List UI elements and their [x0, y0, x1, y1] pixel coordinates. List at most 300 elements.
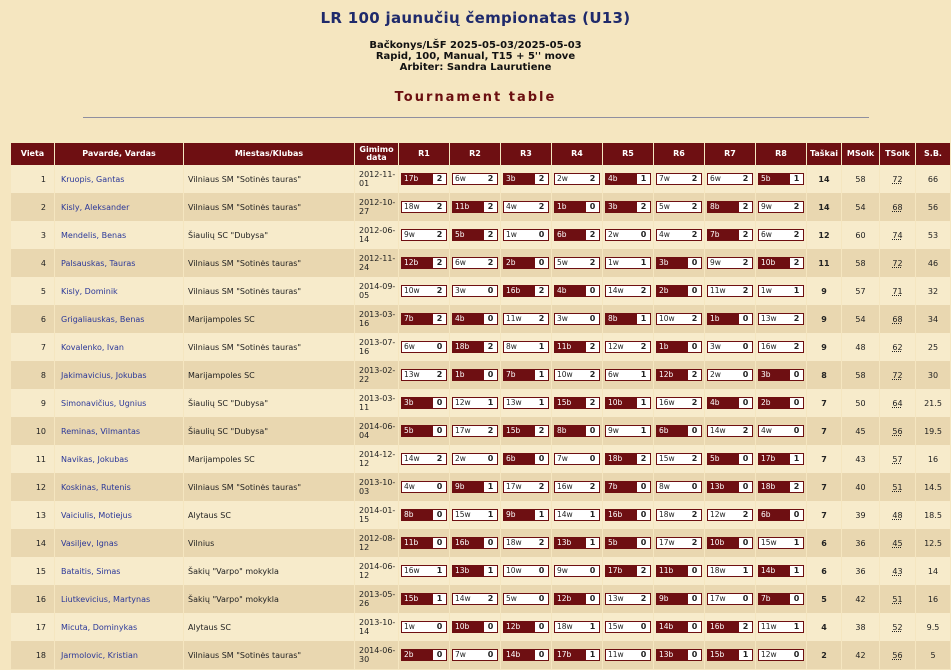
tsolk-value[interactable]: 56 [892, 650, 903, 660]
round-result[interactable] [758, 537, 804, 549]
round-score: 0 [637, 538, 650, 548]
round-score: 0 [790, 398, 803, 408]
round-result[interactable] [554, 397, 600, 409]
sb-cell: 18.5 [916, 501, 950, 529]
round-result[interactable] [554, 453, 600, 465]
round-result[interactable] [554, 229, 600, 241]
tsolk-cell [880, 305, 915, 333]
round-result[interactable] [401, 201, 447, 213]
player-name-link[interactable]: Kruopis, Gantas [55, 165, 183, 193]
round-result[interactable] [758, 425, 804, 437]
round-result[interactable] [554, 313, 600, 325]
round-result[interactable] [656, 621, 702, 633]
round-result[interactable] [554, 537, 600, 549]
round-8-cell [756, 529, 806, 557]
round-result[interactable] [503, 621, 549, 633]
tsolk-value[interactable]: 57 [892, 454, 903, 464]
tsolk-value[interactable]: 64 [892, 398, 903, 408]
player-name-link[interactable]: Kisly, Aleksander [55, 193, 183, 221]
round-result[interactable] [503, 201, 549, 213]
round-score: 1 [739, 566, 752, 576]
round-result[interactable] [452, 341, 498, 353]
round-score: 2 [535, 482, 548, 492]
opponent-number: 5b [606, 538, 637, 548]
round-4-cell [552, 333, 602, 361]
round-result[interactable] [758, 621, 804, 633]
round-result[interactable] [656, 593, 702, 605]
round-8-cell [756, 445, 806, 473]
round-result[interactable] [503, 369, 549, 381]
col-header-points[interactable]: Taškai [807, 143, 841, 165]
player-name-link[interactable]: Kisly, Dominik [55, 277, 183, 305]
player-name-link[interactable]: Jarmolovic, Kristian [55, 641, 183, 669]
club-cell: Marijampoles SC [184, 361, 354, 389]
round-result[interactable] [503, 537, 549, 549]
col-header-r8[interactable]: R8 [756, 143, 806, 165]
round-result[interactable] [605, 509, 651, 521]
table-row [11, 557, 950, 585]
round-score: 2 [433, 370, 446, 380]
tsolk-value[interactable]: 72 [892, 174, 903, 184]
round-result[interactable] [605, 369, 651, 381]
tsolk-value[interactable]: 71 [892, 286, 903, 296]
round-1-cell [399, 501, 449, 529]
player-name-link[interactable]: Mendelis, Benas [55, 221, 183, 249]
round-result[interactable] [452, 285, 498, 297]
round-score: 2 [586, 230, 599, 240]
player-name-link[interactable]: Simonavičius, Ugnius [55, 389, 183, 417]
round-result[interactable] [503, 425, 549, 437]
opponent-number: 11b [453, 202, 484, 212]
round-score: 0 [790, 426, 803, 436]
msolk-cell: 60 [842, 221, 879, 249]
round-result[interactable] [707, 285, 753, 297]
round-result[interactable] [452, 173, 498, 185]
round-result[interactable] [452, 397, 498, 409]
tsolk-value[interactable]: 56 [892, 426, 903, 436]
col-header-club[interactable]: Miestas/Klubas [184, 143, 354, 165]
round-score: 2 [739, 174, 752, 184]
round-result[interactable] [605, 397, 651, 409]
player-name-link[interactable]: Bataitis, Simas [55, 557, 183, 585]
round-result[interactable] [452, 509, 498, 521]
round-result[interactable] [452, 565, 498, 577]
round-1-cell [399, 641, 449, 669]
round-6-cell [654, 417, 704, 445]
round-result[interactable] [758, 313, 804, 325]
round-result[interactable] [554, 341, 600, 353]
opponent-number: 13b [657, 650, 688, 660]
round-result[interactable] [656, 453, 702, 465]
round-result[interactable] [401, 509, 447, 521]
round-result[interactable] [758, 369, 804, 381]
club-cell: Šiaulių SC "Dubysa" [184, 389, 354, 417]
round-result[interactable] [656, 369, 702, 381]
round-result[interactable] [452, 649, 498, 661]
points-cell: 9 [807, 333, 841, 361]
round-result[interactable] [452, 425, 498, 437]
opponent-number: 14b [657, 622, 688, 632]
round-result[interactable] [605, 565, 651, 577]
round-result[interactable] [554, 173, 600, 185]
opponent-number: 14w [708, 426, 739, 436]
round-result[interactable] [401, 425, 447, 437]
round-result[interactable] [452, 257, 498, 269]
round-result[interactable] [656, 257, 702, 269]
round-4-cell [552, 417, 602, 445]
round-score: 0 [484, 286, 497, 296]
player-name-link[interactable]: Palsauskas, Tauras [55, 249, 183, 277]
sb-cell: 21.5 [916, 389, 950, 417]
col-header-r6[interactable]: R6 [654, 143, 704, 165]
opponent-number: 12w [453, 398, 484, 408]
round-result[interactable] [401, 369, 447, 381]
round-result[interactable] [707, 425, 753, 437]
round-score: 0 [739, 370, 752, 380]
round-result[interactable] [503, 313, 549, 325]
birth-date-cell: 2014-12-12 [355, 445, 398, 473]
round-result[interactable] [605, 593, 651, 605]
col-header-sb[interactable]: S.B. [916, 143, 950, 165]
table-row [11, 333, 950, 361]
tsolk-value[interactable]: 68 [892, 314, 903, 324]
points-cell: 7 [807, 445, 841, 473]
tsolk-value[interactable]: 68 [892, 202, 903, 212]
round-result[interactable] [503, 453, 549, 465]
round-result[interactable] [503, 593, 549, 605]
round-result[interactable] [707, 481, 753, 493]
round-result[interactable] [401, 649, 447, 661]
round-result[interactable] [503, 481, 549, 493]
round-result[interactable] [605, 537, 651, 549]
round-result[interactable] [758, 341, 804, 353]
col-header-name[interactable]: Pavardė, Vardas [55, 143, 183, 165]
round-result[interactable] [503, 565, 549, 577]
round-result[interactable] [554, 369, 600, 381]
round-result[interactable] [554, 285, 600, 297]
round-result[interactable] [554, 649, 600, 661]
round-score: 0 [688, 622, 701, 632]
round-score: 1 [433, 566, 446, 576]
round-result[interactable] [503, 229, 549, 241]
round-result[interactable] [758, 565, 804, 577]
round-result[interactable] [554, 201, 600, 213]
tsolk-value[interactable]: 51 [892, 482, 903, 492]
round-result[interactable] [758, 509, 804, 521]
round-5-cell [603, 445, 653, 473]
round-result[interactable] [758, 453, 804, 465]
round-result[interactable] [605, 453, 651, 465]
place-cell: 9 [11, 389, 54, 417]
round-result[interactable] [554, 425, 600, 437]
opponent-number: 11b [657, 566, 688, 576]
opponent-number: 4w [657, 230, 688, 240]
round-result[interactable] [758, 593, 804, 605]
round-result[interactable] [605, 173, 651, 185]
opponent-number: 5w [504, 594, 535, 604]
opponent-number: 18w [657, 510, 688, 520]
round-score: 2 [484, 174, 497, 184]
round-score: 2 [535, 286, 548, 296]
round-score: 2 [433, 174, 446, 184]
player-name-link[interactable]: Navikas, Jokubas [55, 445, 183, 473]
opponent-number: 16w [657, 398, 688, 408]
round-score: 0 [484, 454, 497, 464]
points-cell: 14 [807, 193, 841, 221]
round-result[interactable] [554, 257, 600, 269]
round-7-cell [705, 613, 755, 641]
round-result[interactable] [401, 565, 447, 577]
place-cell: 14 [11, 529, 54, 557]
round-result[interactable] [401, 593, 447, 605]
opponent-number: 3w [708, 342, 739, 352]
round-result[interactable] [452, 621, 498, 633]
opponent-number: 4b [555, 286, 586, 296]
round-result[interactable] [401, 341, 447, 353]
round-score: 0 [688, 482, 701, 492]
round-score: 2 [586, 174, 599, 184]
tsolk-cell [880, 165, 915, 193]
place-cell: 5 [11, 277, 54, 305]
col-header-r3[interactable]: R3 [501, 143, 551, 165]
col-header-r4[interactable]: R4 [552, 143, 602, 165]
round-result[interactable] [707, 621, 753, 633]
col-header-r5[interactable]: R5 [603, 143, 653, 165]
round-result[interactable] [503, 509, 549, 521]
round-result[interactable] [401, 285, 447, 297]
birth-date-cell: 2012-11-01 [355, 165, 398, 193]
round-result[interactable] [656, 649, 702, 661]
player-name-link[interactable]: Micuta, Dominykas [55, 613, 183, 641]
birth-date-cell: 2013-10-14 [355, 613, 398, 641]
round-result[interactable] [758, 201, 804, 213]
round-result[interactable] [605, 313, 651, 325]
opponent-number: 1b [453, 370, 484, 380]
round-result[interactable] [656, 537, 702, 549]
col-header-birth[interactable]: Gimimo data [355, 143, 398, 165]
opponent-number: 17b [555, 650, 586, 660]
round-result[interactable] [554, 509, 600, 521]
round-result[interactable] [758, 481, 804, 493]
tsolk-value[interactable]: 62 [892, 342, 903, 352]
opponent-number: 12b [504, 622, 535, 632]
round-result[interactable] [707, 229, 753, 241]
tsolk-value[interactable]: 51 [892, 594, 903, 604]
round-result[interactable] [605, 285, 651, 297]
player-name-link[interactable]: Reminas, Vilmantas [55, 417, 183, 445]
opponent-number: 11w [606, 650, 637, 660]
round-result[interactable] [707, 257, 753, 269]
round-result[interactable] [656, 201, 702, 213]
round-result[interactable] [758, 229, 804, 241]
player-name-link[interactable]: Liutkevicius, Martynas [55, 585, 183, 613]
round-score: 0 [586, 426, 599, 436]
round-result[interactable] [605, 229, 651, 241]
sb-cell: 25 [916, 333, 950, 361]
round-result[interactable] [401, 453, 447, 465]
club-cell: Vilniaus SM "Sotinės tauras" [184, 249, 354, 277]
round-result[interactable] [503, 397, 549, 409]
sb-cell: 53 [916, 221, 950, 249]
tsolk-value[interactable]: 45 [892, 538, 903, 548]
col-header-r7[interactable]: R7 [705, 143, 755, 165]
round-result[interactable] [758, 285, 804, 297]
player-name-link[interactable]: Vaiciulis, Motiejus [55, 501, 183, 529]
round-score: 2 [739, 230, 752, 240]
round-result[interactable] [656, 565, 702, 577]
round-4-cell [552, 249, 602, 277]
round-result[interactable] [452, 201, 498, 213]
round-score: 0 [586, 202, 599, 212]
tsolk-value[interactable]: 52 [892, 622, 903, 632]
round-result[interactable] [503, 341, 549, 353]
round-3-cell [501, 165, 551, 193]
round-result[interactable] [656, 341, 702, 353]
round-result[interactable] [605, 621, 651, 633]
round-result[interactable] [452, 481, 498, 493]
round-result[interactable] [605, 649, 651, 661]
round-result[interactable] [758, 257, 804, 269]
round-result[interactable] [707, 453, 753, 465]
round-result[interactable] [452, 369, 498, 381]
col-header-r2[interactable]: R2 [450, 143, 500, 165]
round-result[interactable] [656, 173, 702, 185]
opponent-number: 13w [759, 314, 790, 324]
round-result[interactable] [503, 173, 549, 185]
round-result[interactable] [707, 313, 753, 325]
round-result[interactable] [452, 229, 498, 241]
round-result[interactable] [605, 481, 651, 493]
birth-date-cell: 2012-06-14 [355, 221, 398, 249]
round-result[interactable] [554, 481, 600, 493]
tsolk-value[interactable]: 48 [892, 510, 903, 520]
table-row [11, 641, 950, 669]
round-result[interactable] [401, 537, 447, 549]
round-result[interactable] [707, 369, 753, 381]
round-score: 0 [637, 622, 650, 632]
round-result[interactable] [452, 453, 498, 465]
round-result[interactable] [401, 173, 447, 185]
player-name-link[interactable]: Kovalenko, Ivan [55, 333, 183, 361]
round-result[interactable] [554, 565, 600, 577]
round-result[interactable] [401, 313, 447, 325]
col-header-r1[interactable]: R1 [399, 143, 449, 165]
tsolk-value[interactable]: 74 [892, 230, 903, 240]
round-result[interactable] [503, 649, 549, 661]
round-result[interactable] [605, 425, 651, 437]
round-score: 2 [790, 482, 803, 492]
round-result[interactable] [656, 397, 702, 409]
round-result[interactable] [554, 593, 600, 605]
col-header-msolk[interactable]: MSolk [842, 143, 879, 165]
round-result[interactable] [758, 397, 804, 409]
player-name-link[interactable]: Koskinas, Rutenis [55, 473, 183, 501]
round-result[interactable] [605, 257, 651, 269]
round-result[interactable] [401, 229, 447, 241]
round-result[interactable] [656, 481, 702, 493]
round-result[interactable] [656, 313, 702, 325]
opponent-number: 5w [555, 258, 586, 268]
round-result[interactable] [707, 201, 753, 213]
round-result[interactable] [452, 593, 498, 605]
opponent-number: 14w [453, 594, 484, 604]
player-name-link[interactable]: Jakimavicius, Jokubas [55, 361, 183, 389]
round-2-cell [450, 417, 500, 445]
round-result[interactable] [401, 397, 447, 409]
opponent-number: 5b [402, 426, 433, 436]
round-7-cell [705, 417, 755, 445]
round-result[interactable] [605, 341, 651, 353]
opponent-number: 5b [708, 454, 739, 464]
sb-cell: 66 [916, 165, 950, 193]
round-result[interactable] [656, 285, 702, 297]
opponent-number: 2b [759, 398, 790, 408]
round-score: 0 [484, 538, 497, 548]
round-result[interactable] [503, 285, 549, 297]
club-cell: Šiaulių SC "Dubysa" [184, 221, 354, 249]
round-8-cell [756, 249, 806, 277]
round-result[interactable] [707, 649, 753, 661]
player-name-link[interactable]: Grigaliauskas, Benas [55, 305, 183, 333]
round-result[interactable] [554, 621, 600, 633]
player-name-link[interactable]: Vasiljev, Ignas [55, 529, 183, 557]
round-result[interactable] [452, 537, 498, 549]
col-header-tsolk[interactable]: TSolk [880, 143, 915, 165]
round-result[interactable] [656, 425, 702, 437]
round-score: 0 [790, 594, 803, 604]
tsolk-value[interactable]: 72 [892, 370, 903, 380]
round-result[interactable] [707, 593, 753, 605]
round-result[interactable] [401, 481, 447, 493]
round-result[interactable] [452, 313, 498, 325]
round-result[interactable] [707, 565, 753, 577]
tsolk-value[interactable]: 43 [892, 566, 903, 576]
round-result[interactable] [605, 201, 651, 213]
round-score: 0 [790, 370, 803, 380]
round-result[interactable] [707, 173, 753, 185]
round-result[interactable] [401, 621, 447, 633]
club-cell: Vilniaus SM "Sotinės tauras" [184, 277, 354, 305]
round-result[interactable] [758, 649, 804, 661]
opponent-number: 12w [606, 342, 637, 352]
msolk-cell: 54 [842, 193, 879, 221]
round-result[interactable] [707, 537, 753, 549]
round-result[interactable] [758, 173, 804, 185]
round-score: 1 [637, 426, 650, 436]
opponent-number: 17w [453, 426, 484, 436]
opponent-number: 14b [504, 650, 535, 660]
round-result[interactable] [656, 229, 702, 241]
opponent-number: 16w [555, 482, 586, 492]
round-score: 2 [790, 230, 803, 240]
round-result[interactable] [707, 397, 753, 409]
round-result[interactable] [707, 509, 753, 521]
club-cell: Šakių "Varpo" mokykla [184, 585, 354, 613]
opponent-number: 18b [606, 454, 637, 464]
round-result[interactable] [401, 257, 447, 269]
tsolk-value[interactable]: 72 [892, 258, 903, 268]
round-result[interactable] [656, 509, 702, 521]
round-6-cell [654, 641, 704, 669]
col-header-place[interactable]: Vieta [11, 143, 54, 165]
opponent-number: 8b [708, 202, 739, 212]
round-1-cell [399, 529, 449, 557]
round-score: 0 [790, 510, 803, 520]
round-3-cell [501, 641, 551, 669]
round-result[interactable] [503, 257, 549, 269]
round-result[interactable] [707, 341, 753, 353]
table-body [11, 165, 950, 669]
